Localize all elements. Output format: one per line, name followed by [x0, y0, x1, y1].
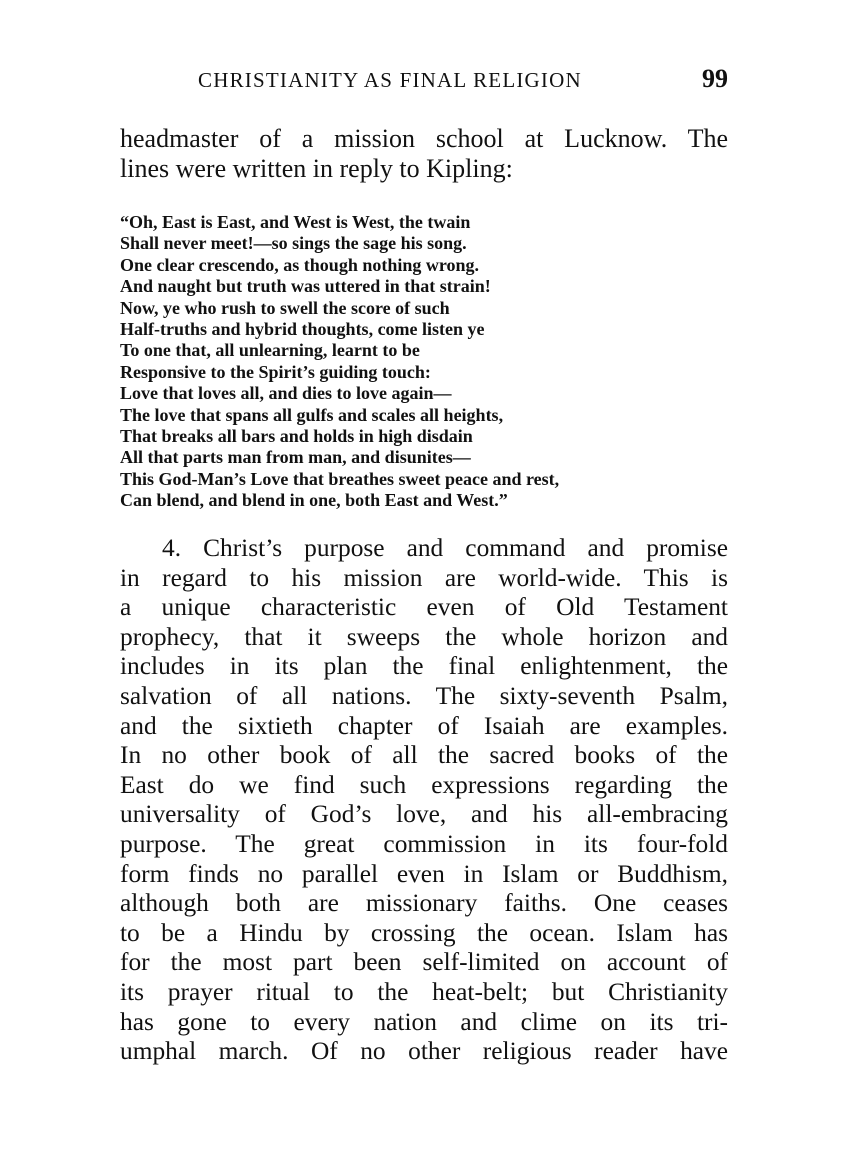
- poem-line: All that parts man from man, and disunites—: [120, 447, 471, 468]
- poem-line: And naught but truth was uttered in that strain!: [120, 276, 491, 297]
- poem-line: The love that spans all gulfs and scales all heights,: [120, 404, 504, 425]
- paragraph-line: East do we find such expressions regarding the: [120, 770, 728, 799]
- paragraph-line: a unique characteristic even of Old Testament: [120, 593, 728, 622]
- poem-line: To one that, all unlearning, learnt to be: [120, 340, 420, 361]
- text-line: lines were written in reply to Kipling:: [120, 154, 513, 183]
- text-line: headmaster of a mission school at Lucknow. The: [120, 124, 728, 153]
- paragraph-line: purpose. The great commission in its four-fold: [120, 829, 728, 858]
- poem-line: This God-Man’s Love that breathes sweet peace and rest,: [120, 468, 560, 489]
- paragraph-line: its prayer ritual to the heat-belt; but Christianity: [120, 977, 728, 1006]
- paragraph-line: to be a Hindu by crossing the ocean. Islam has: [120, 918, 728, 947]
- poem-block: [120, 212, 732, 512]
- page-number: 99: [702, 64, 728, 93]
- paragraph-line: includes in its plan the final enlightenment, the: [120, 652, 728, 681]
- poem-line: Love that loves all, and dies to love again—: [120, 383, 452, 404]
- poem-line: Now, ye who rush to swell the score of such: [120, 297, 450, 318]
- lead-paragraph: [120, 124, 728, 184]
- paragraph-line: umphal march. Of no other religious reader have: [120, 1037, 728, 1066]
- paragraph-line: In no other book of all the sacred books of the: [120, 741, 728, 770]
- paragraph-line: 4. Christ’s purpose and command and promise: [162, 534, 728, 562]
- paragraph-line: salvation of all nations. The sixty-seventh Psalm,: [120, 681, 728, 710]
- paragraph-line: form finds no parallel even in Islam or Buddhism,: [120, 859, 728, 888]
- running-header: [120, 64, 728, 98]
- paragraph-line: has gone to every nation and clime on its tri-: [120, 1007, 728, 1036]
- poem-line: Half-truths and hybrid thoughts, come listen ye: [120, 319, 485, 340]
- paragraph-line: prophecy, that it sweeps the whole horizon and: [120, 622, 728, 651]
- poem-line: One clear crescendo, as though nothing wrong.: [120, 254, 480, 275]
- paragraph-line: and the sixtieth chapter of Isaiah are examples.: [120, 711, 728, 740]
- paragraph-line: in regard to his mission are world-wide. This is: [120, 563, 728, 592]
- paragraph-line: universality of God’s love, and his all-embracing: [120, 800, 728, 829]
- body-paragraph: [120, 534, 728, 1067]
- poem-line: “Oh, East is East, and West is West, the twain: [120, 212, 471, 232]
- paragraph-line: although both are missionary faiths. One ceases: [120, 889, 728, 918]
- poem-line: Can blend, and blend in one, both East and West.”: [120, 490, 508, 511]
- poem-line: Shall never meet!—so sings the sage his song.: [120, 233, 467, 254]
- poem-line: Responsive to the Spirit’s guiding touch:: [120, 361, 431, 382]
- paragraph-line: for the most part been self-limited on account of: [120, 948, 728, 977]
- running-title: CHRISTIANITY AS FINAL RELIGION: [198, 68, 582, 92]
- poem-line: That breaks all bars and holds in high disdain: [120, 426, 473, 447]
